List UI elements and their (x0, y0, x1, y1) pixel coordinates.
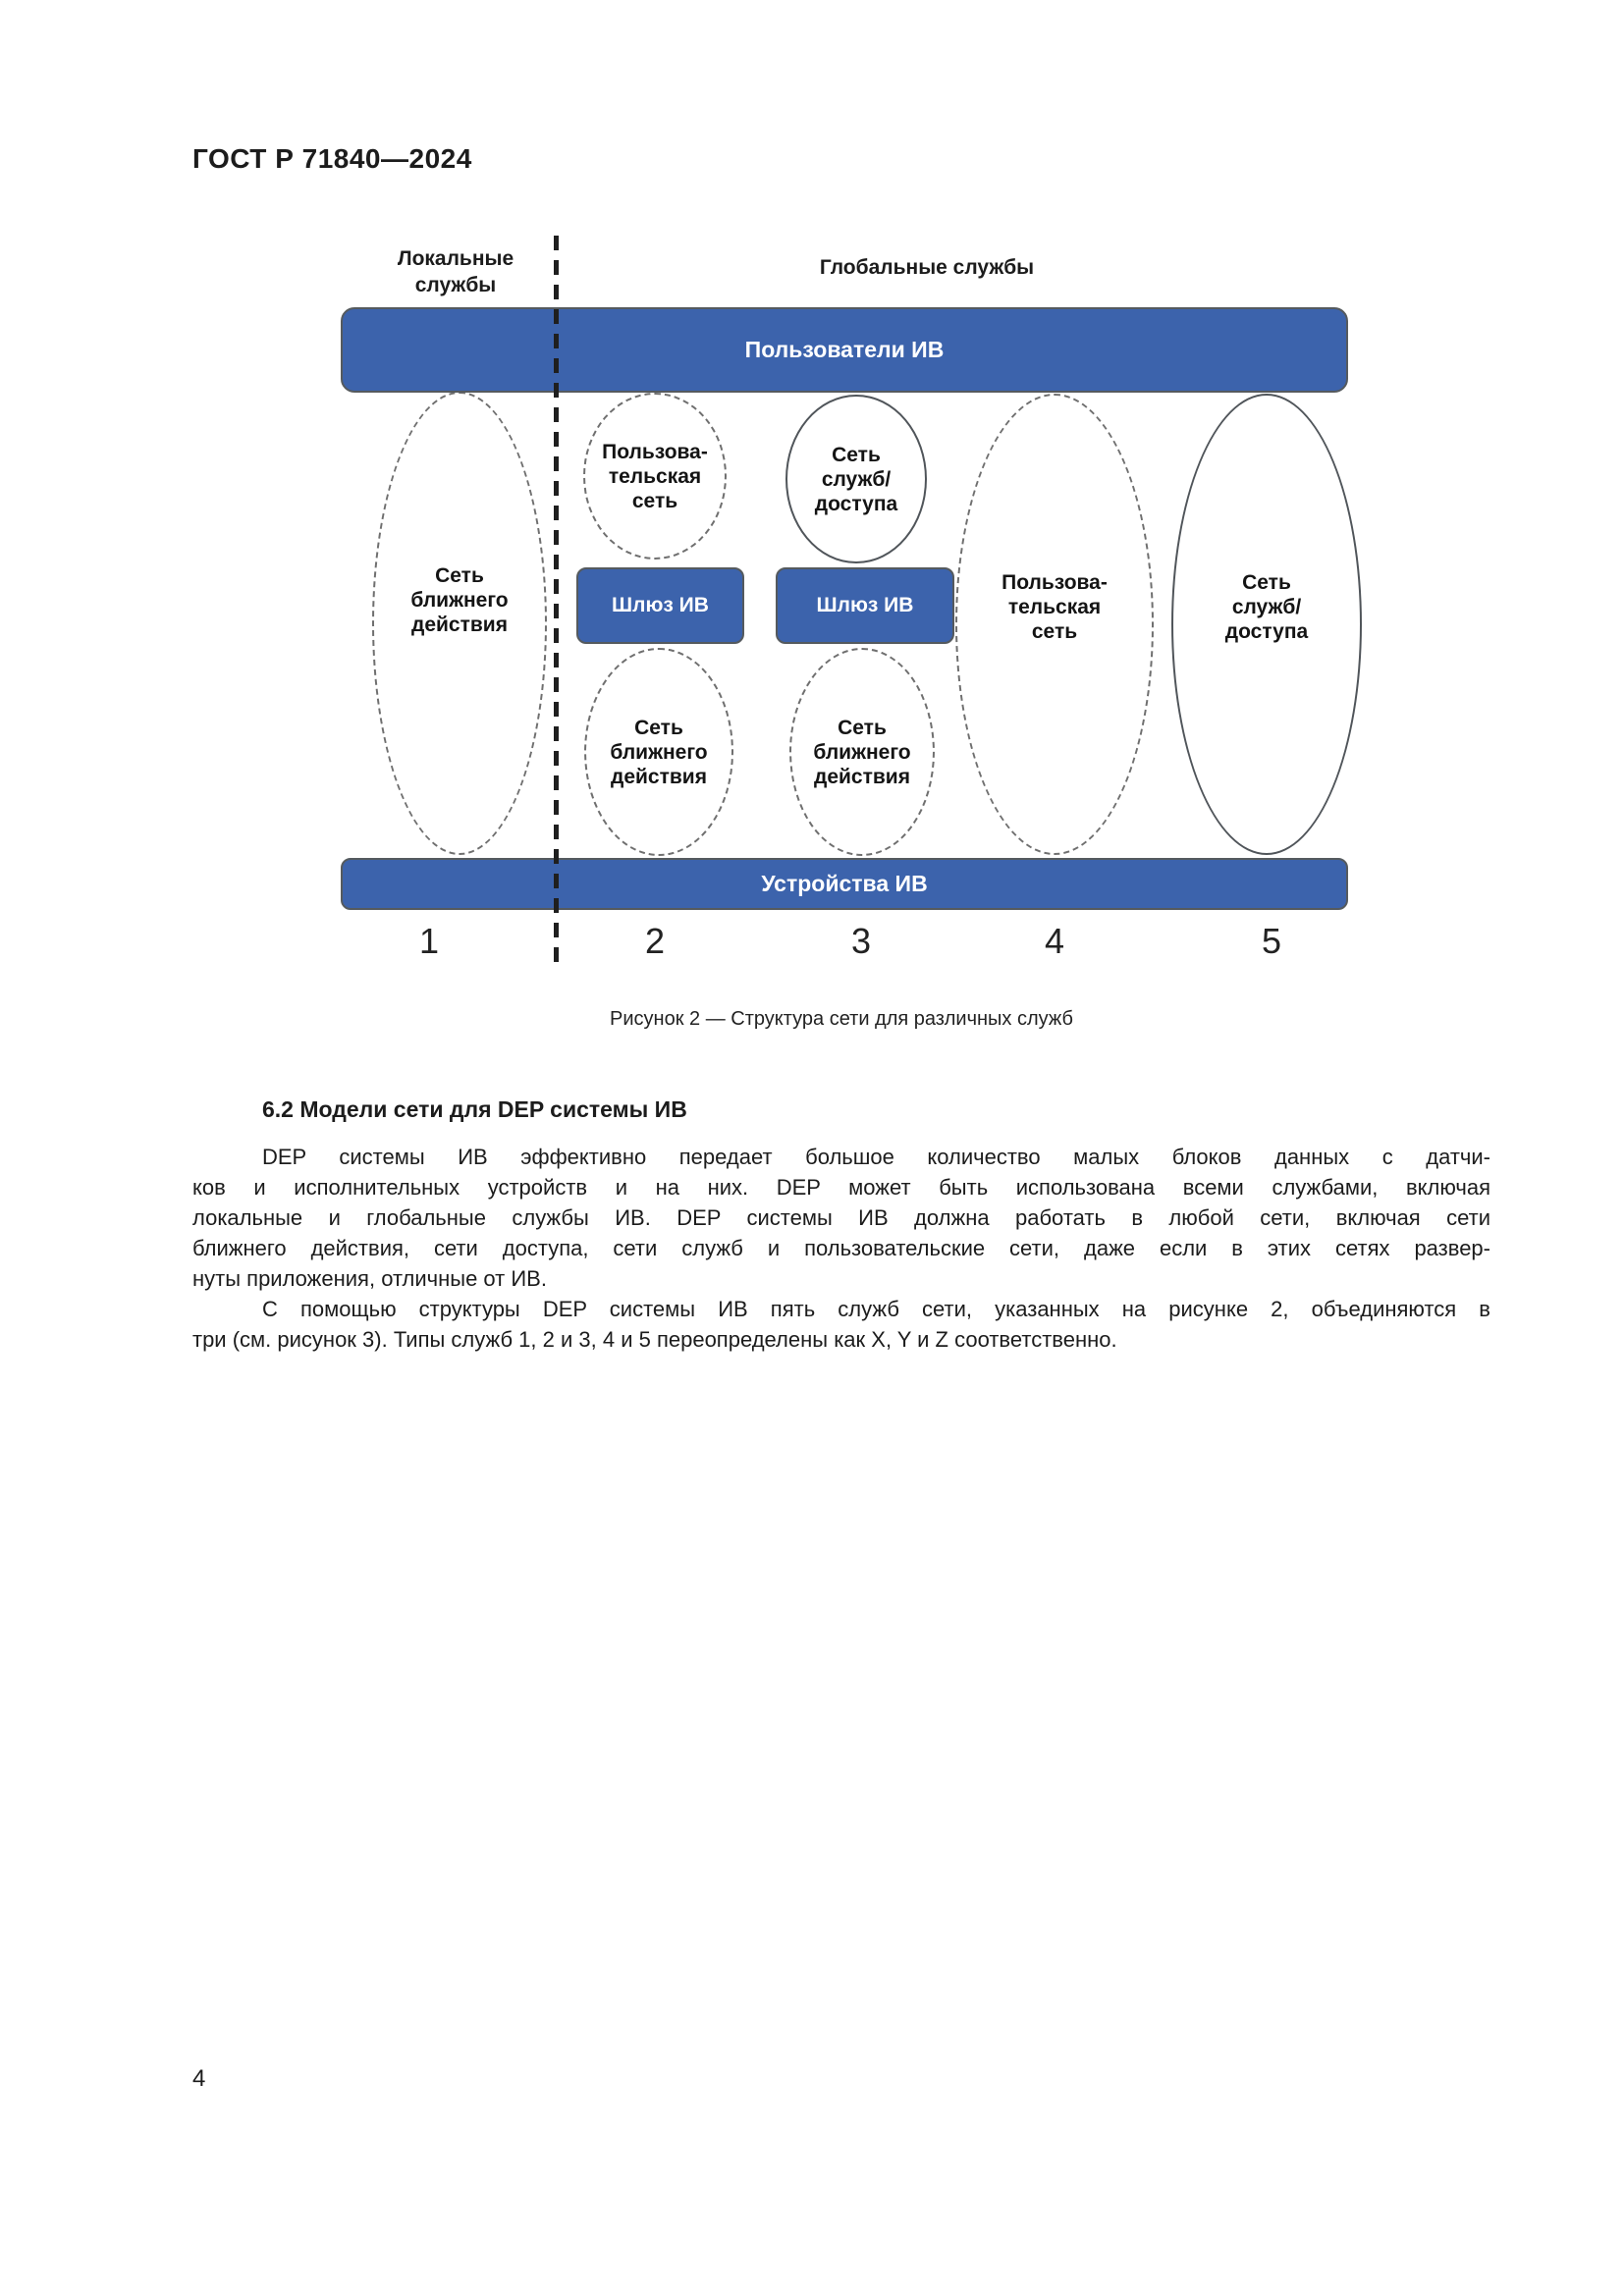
ellipse-text-line: Сеть (435, 563, 484, 587)
ellipse-text-line: Сеть (832, 443, 881, 466)
ellipse-short-range-network-1 (372, 392, 547, 855)
gateway-box-3 (776, 567, 954, 644)
column-number-5: 5 (1261, 921, 1282, 961)
ellipse-text-line: доступа (1224, 619, 1309, 643)
paragraph-line: DEP системы ИВ эффективно передает большое количество малых блоков данных с датчи- (262, 1145, 1490, 1169)
ellipse-short-range-network-2 (584, 648, 733, 856)
ellipse-user-network-4 (955, 394, 1154, 855)
paragraph-line: три (см. рисунок 3). Типы служб 1, 2 и 3, 4 и 5 переопределены как X, Y и Z соответственно. (192, 1327, 1117, 1352)
column-number-2: 2 (644, 921, 666, 961)
column-number-3: 3 (850, 921, 872, 961)
zone-label-local-services: Локальные службы (397, 247, 514, 296)
page-header: ГОСТ Р 71840—2024 (192, 143, 472, 174)
ellipse-text-line: служб/ (1231, 595, 1302, 618)
zone-divider-dashed-line (554, 236, 559, 964)
ellipse-short-range-network-3 (789, 648, 935, 856)
figure-caption: Рисунок 2 — Структура сети для различных служб (610, 1008, 1073, 1030)
ellipse-text-line: Пользова- (1001, 570, 1108, 594)
paragraph-line: С помощью структуры DEP системы ИВ пять служб сети, указанных на рисунке 2, объединяются в (262, 1297, 1490, 1321)
ellipse-text-line: доступа (814, 492, 898, 515)
devices-banner (341, 858, 1348, 910)
ellipse-text-line: действия (814, 765, 910, 788)
ellipse-text-line: тельская (608, 464, 702, 488)
ellipse-service-access-network-5 (1171, 394, 1362, 855)
ellipse-text-line: сеть (1031, 619, 1078, 643)
ellipse-text-line: тельская (1007, 595, 1102, 618)
gateway-label: Шлюз ИВ (816, 594, 914, 616)
ellipse-text-line: Сеть (838, 716, 887, 739)
ellipse-text-line: действия (411, 613, 508, 636)
paragraph-line: ближнего действия, сети доступа, сети служб и пользовательские сети, даже если в этих сетях развер- (192, 1236, 1490, 1260)
gateway-label: Шлюз ИВ (612, 594, 709, 616)
section-heading: 6.2 Модели сети для DEP системы ИВ (262, 1096, 687, 1122)
ellipse-text-line: сеть (631, 489, 678, 512)
ellipse-text-line: действия (611, 765, 707, 788)
paragraph-line: локальные и глобальные службы ИВ. DEP системы ИВ должна работать в любой сети, включая сети (192, 1205, 1490, 1230)
page-number: 4 (192, 2065, 206, 2092)
column-number-4: 4 (1044, 921, 1065, 961)
column-number-1: 1 (418, 921, 440, 961)
ellipse-service-access-network-3 (785, 395, 927, 563)
users-banner-label: Пользователи ИВ (744, 337, 945, 362)
ellipse-user-network-2 (583, 393, 727, 560)
devices-banner-label: Устройства ИВ (761, 871, 928, 896)
paragraph-line: ков и исполнительных устройств и на них. DEP может быть использована всеми службами, включая (192, 1175, 1490, 1200)
ellipse-text-line: Сеть (1242, 570, 1291, 594)
zone-label-global-services: Глобальные службы (819, 256, 1035, 279)
users-banner (341, 307, 1348, 393)
ellipse-text-line: Сеть (634, 716, 683, 739)
ellipse-text-line: ближнего (410, 588, 509, 612)
ellipse-text-line: Пользова- (602, 440, 708, 463)
gateway-box-2 (576, 567, 744, 644)
ellipse-text-line: ближнего (610, 740, 708, 764)
paragraph-line: нуты приложения, отличные от ИВ. (192, 1266, 547, 1291)
ellipse-text-line: ближнего (813, 740, 911, 764)
ellipse-text-line: служб/ (821, 467, 892, 491)
